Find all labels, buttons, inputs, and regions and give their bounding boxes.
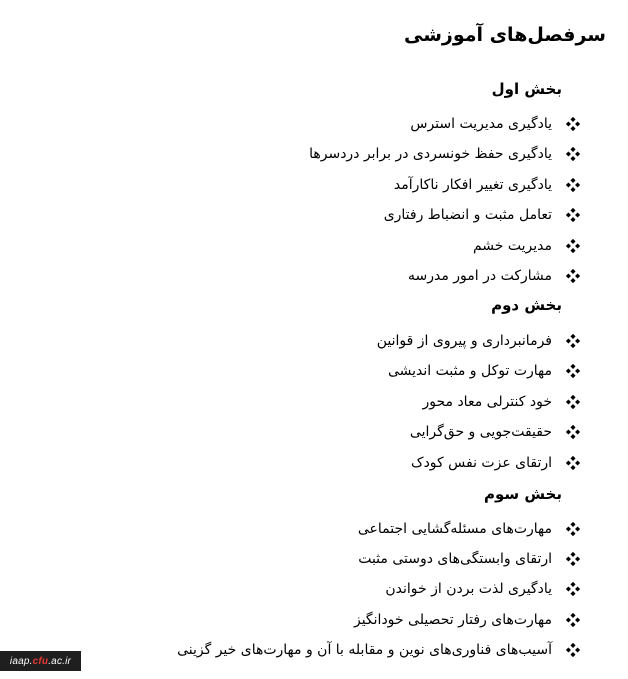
diamond-bullet-icon	[566, 269, 580, 283]
list-item-text: مهارت‌های مسئله‌گشایی اجتماعی	[357, 521, 552, 537]
list-item-text: فرمانبرداری و پیروی از قوانین	[376, 333, 552, 349]
list-item	[309, 143, 580, 165]
section-heading: بخش سوم	[483, 485, 562, 503]
list-item	[354, 609, 580, 631]
list-item-text: مدیریت خشم	[472, 238, 552, 254]
list-item-text: آسیب‌های فناوری‌های نوین و مقابله با آن و مهارت‌های خیر گزینی	[177, 642, 552, 658]
list-item	[411, 452, 580, 474]
list-item	[385, 578, 580, 600]
watermark-suffix: .ac.ir	[48, 655, 72, 667]
diamond-bullet-icon	[566, 552, 580, 566]
list-item-text: یادگیری لذت بردن از خواندن	[385, 581, 552, 597]
page-title: سرفصل‌های آموزشی	[404, 24, 606, 46]
diamond-bullet-icon	[566, 643, 580, 657]
section-heading: بخش دوم	[491, 296, 562, 314]
list-item-text: یادگیری مدیریت استرس	[410, 116, 552, 132]
diamond-bullet-icon	[566, 208, 580, 222]
list-item	[473, 235, 580, 257]
diamond-bullet-icon	[566, 395, 580, 409]
diamond-bullet-icon	[566, 456, 580, 470]
list-item	[358, 518, 580, 540]
list-item	[177, 639, 580, 661]
list-item-text: یادگیری حفظ خونسردی در برابر دردسرها	[309, 146, 552, 162]
diamond-bullet-icon	[566, 334, 580, 348]
list-item-text: خود کنترلی معاد محور	[422, 394, 552, 410]
list-item-text: مهارت توکل و مثبت اندیشی	[387, 363, 552, 379]
diamond-bullet-icon	[566, 425, 580, 439]
list-item	[377, 330, 580, 352]
diamond-bullet-icon	[566, 239, 580, 253]
list-item-text: حقیقت‌جویی و حق‌گرایی	[409, 424, 552, 440]
list-item-text: ارتقای عزت نفس کودک	[411, 455, 552, 471]
list-item	[408, 265, 580, 287]
list-item-text: تعامل مثبت و انضباط رفتاری	[383, 207, 552, 223]
diamond-bullet-icon	[566, 582, 580, 596]
watermark-prefix: iaap.	[9, 655, 33, 667]
list-item	[422, 391, 580, 413]
list-item-text: مهارت‌های رفتار تحصیلی خودانگیز	[353, 612, 552, 628]
diamond-bullet-icon	[566, 178, 580, 192]
list-item-text: ارتقای وابستگی‌های دوستی مثبت	[358, 551, 552, 567]
section-heading: بخش اول	[491, 80, 562, 98]
watermark-domain: cfu	[32, 655, 49, 667]
diamond-bullet-icon	[566, 364, 580, 378]
diamond-bullet-icon	[566, 147, 580, 161]
list-item-text: مشارکت در امور مدرسه	[408, 268, 552, 284]
list-item	[394, 174, 580, 196]
list-item	[358, 548, 580, 570]
list-item	[410, 421, 580, 443]
list-item	[384, 204, 580, 226]
site-watermark	[0, 651, 81, 671]
diamond-bullet-icon	[566, 522, 580, 536]
diamond-bullet-icon	[566, 613, 580, 627]
list-item	[410, 113, 580, 135]
list-item-text: یادگیری تغییر افکار ناکارآمد	[393, 177, 552, 193]
diamond-bullet-icon	[566, 117, 580, 131]
list-item	[388, 360, 580, 382]
